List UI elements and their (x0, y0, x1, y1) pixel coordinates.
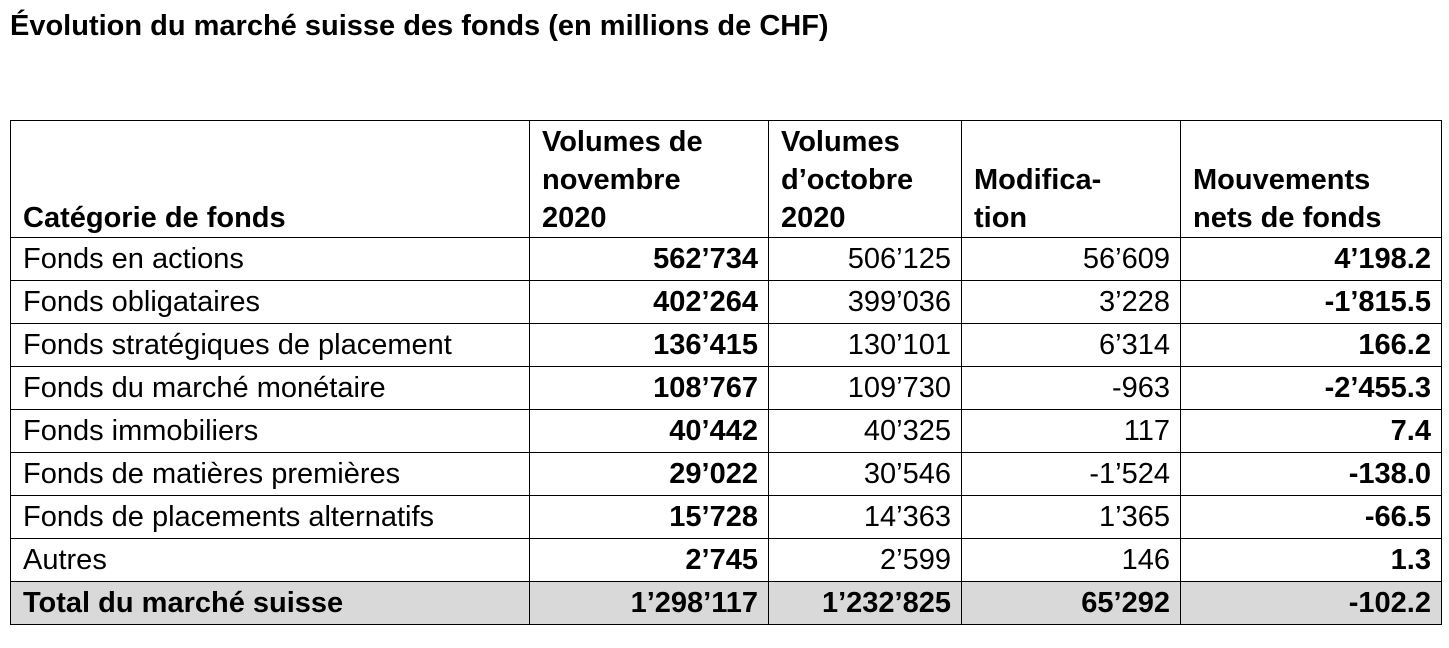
cell-category: Fonds obligataires (11, 281, 530, 324)
cell-net-flow: 1.3 (1181, 539, 1442, 582)
cell-category: Fonds de placements alternatifs (11, 496, 530, 539)
table-row (11, 281, 1442, 324)
table-row (11, 367, 1442, 410)
cell-november: 40’442 (530, 410, 769, 453)
cell-november: 402’264 (530, 281, 769, 324)
header-october-volumes: Volumes d’octobre 2020 (769, 121, 962, 238)
cell-net-flow: -138.0 (1181, 453, 1442, 496)
cell-november: 15’728 (530, 496, 769, 539)
fund-market-table (10, 120, 1442, 625)
cell-november: 108’767 (530, 367, 769, 410)
table-total-row (11, 582, 1442, 625)
cell-october: 506’125 (769, 238, 962, 281)
cell-october: 109’730 (769, 367, 962, 410)
cell-october: 399’036 (769, 281, 962, 324)
table-row (11, 453, 1442, 496)
cell-modification: 146 (962, 539, 1181, 582)
cell-october: 2’599 (769, 539, 962, 582)
cell-october: 130’101 (769, 324, 962, 367)
header-modification: Modifica- tion (962, 121, 1181, 238)
table-row (11, 238, 1442, 281)
header-category: Catégorie de fonds (11, 121, 530, 238)
cell-november: 29’022 (530, 453, 769, 496)
cell-total-net-flow: -102.2 (1181, 582, 1442, 625)
cell-october: 30’546 (769, 453, 962, 496)
table-row (11, 539, 1442, 582)
cell-category: Fonds immobiliers (11, 410, 530, 453)
cell-net-flow: -1’815.5 (1181, 281, 1442, 324)
table-header-row (11, 121, 1442, 238)
cell-net-flow: 7.4 (1181, 410, 1442, 453)
table-row (11, 496, 1442, 539)
cell-modification: 1’365 (962, 496, 1181, 539)
cell-total-october: 1’232’825 (769, 582, 962, 625)
cell-category: Fonds en actions (11, 238, 530, 281)
cell-total-november: 1’298’117 (530, 582, 769, 625)
header-november-volumes: Volumes de novembre 2020 (530, 121, 769, 238)
cell-modification: -1’524 (962, 453, 1181, 496)
cell-net-flow: 4’198.2 (1181, 238, 1442, 281)
cell-modification: -963 (962, 367, 1181, 410)
cell-category: Fonds du marché monétaire (11, 367, 530, 410)
cell-category: Autres (11, 539, 530, 582)
cell-november: 2’745 (530, 539, 769, 582)
page-title: Évolution du marché suisse des fonds (en millions de CHF) (10, 10, 829, 42)
cell-category: Fonds stratégiques de placement (11, 324, 530, 367)
cell-october: 14’363 (769, 496, 962, 539)
cell-category: Fonds de matières premières (11, 453, 530, 496)
cell-october: 40’325 (769, 410, 962, 453)
cell-total-category: Total du marché suisse (11, 582, 530, 625)
cell-november: 562’734 (530, 238, 769, 281)
cell-modification: 3’228 (962, 281, 1181, 324)
cell-net-flow: -2’455.3 (1181, 367, 1442, 410)
table-row (11, 324, 1442, 367)
header-net-flows: Mouvements nets de fonds (1181, 121, 1442, 238)
cell-modification: 56’609 (962, 238, 1181, 281)
cell-net-flow: 166.2 (1181, 324, 1442, 367)
cell-net-flow: -66.5 (1181, 496, 1442, 539)
cell-november: 136’415 (530, 324, 769, 367)
cell-modification: 6’314 (962, 324, 1181, 367)
cell-total-modification: 65’292 (962, 582, 1181, 625)
cell-modification: 117 (962, 410, 1181, 453)
table-row (11, 410, 1442, 453)
